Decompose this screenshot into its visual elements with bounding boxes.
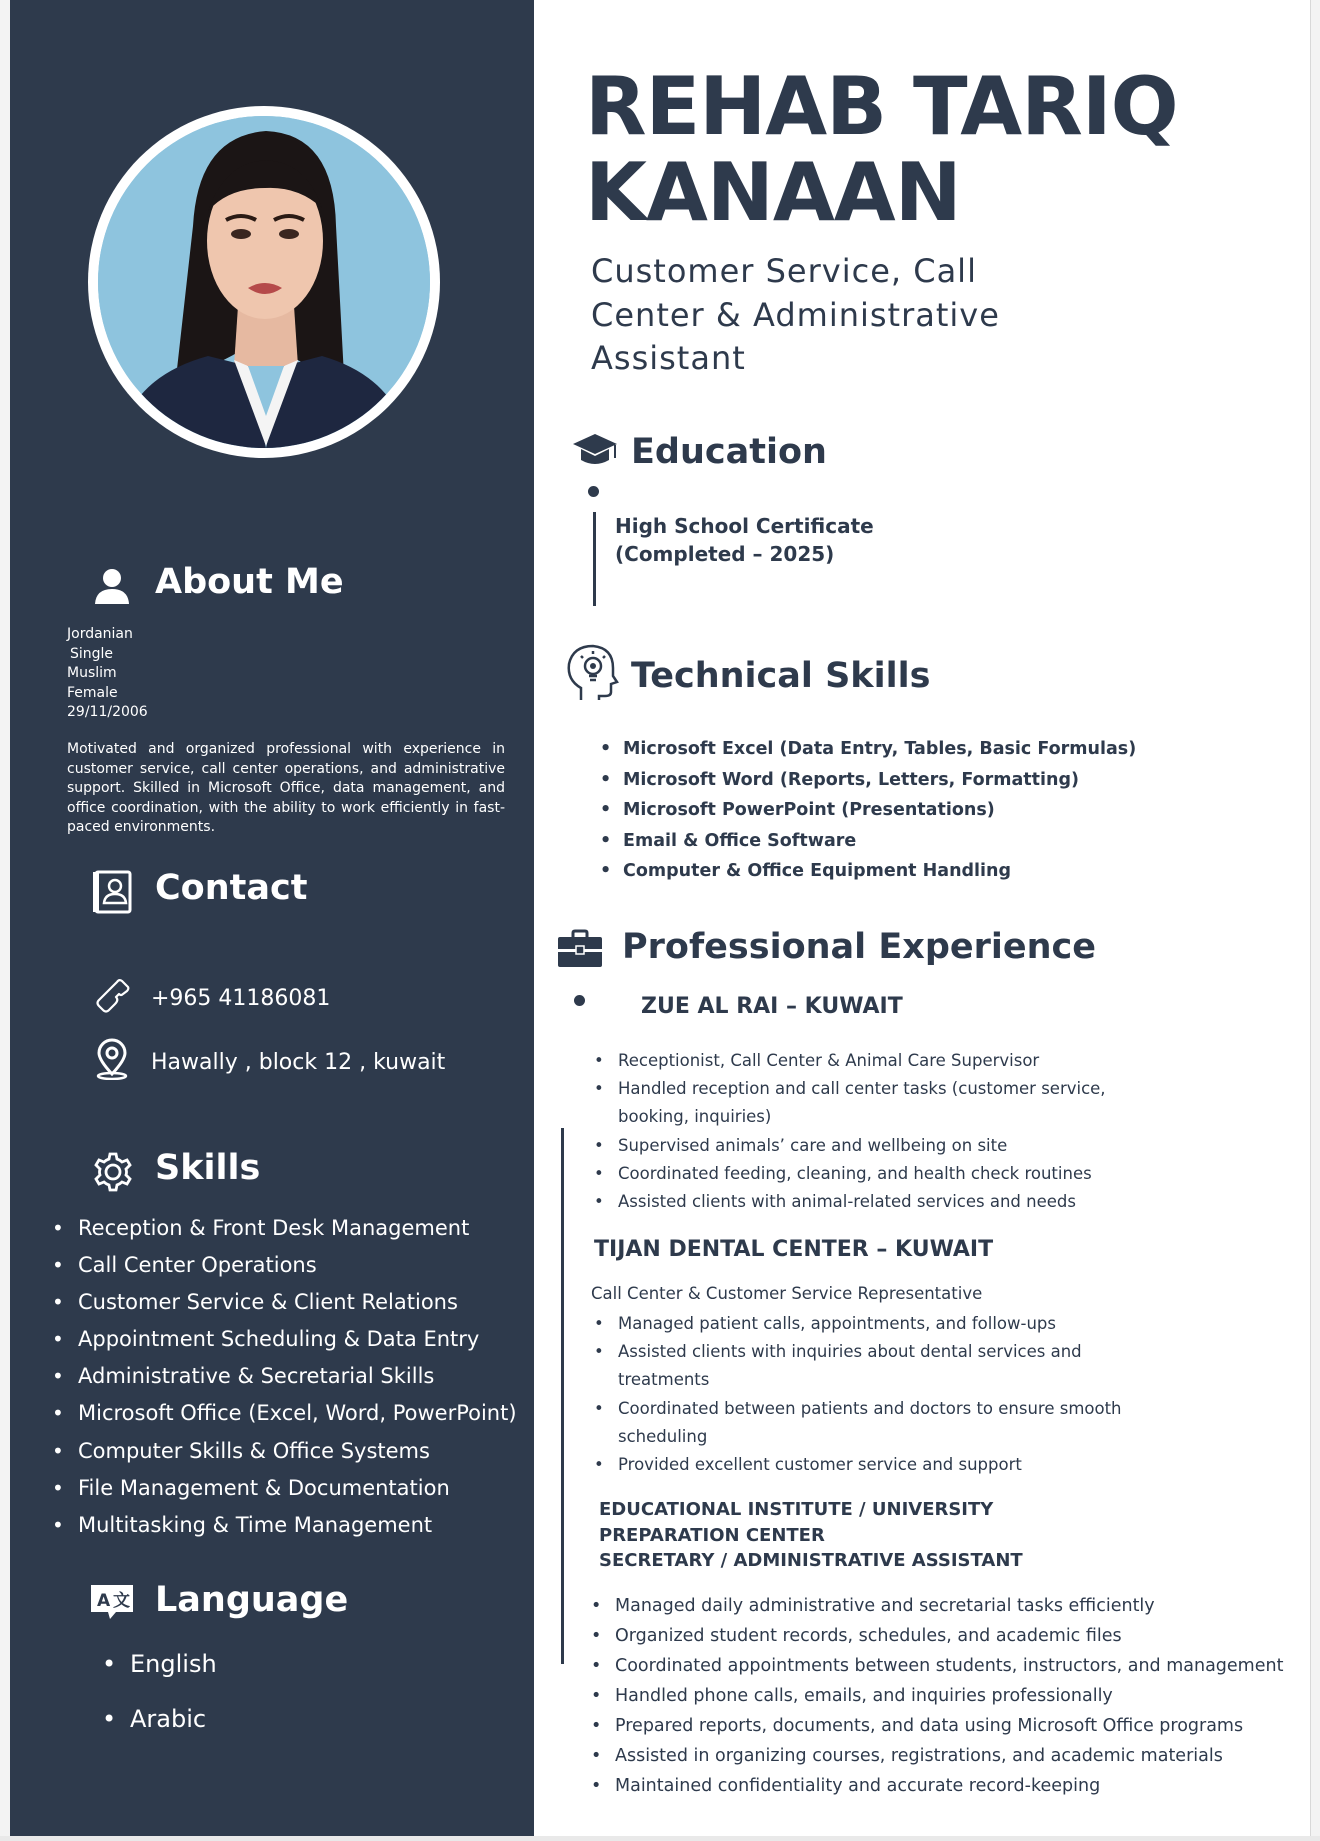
list-item: • Customer Service & Client Relations (38, 1287, 517, 1324)
list-item: • Microsoft Excel (Data Entry, Tables, Basic Formulas) (598, 734, 1136, 765)
list-item: • Maintained confidentiality and accurate record-keeping (588, 1771, 1283, 1801)
job-duties-list (591, 1047, 1106, 1216)
candidate-name (585, 60, 1178, 239)
skills-heading: Skills (155, 1148, 261, 1188)
list-item: • Arabic (90, 1703, 217, 1758)
list-item: • Microsoft Office (Excel, Word, PowerPoint) (38, 1398, 517, 1435)
profile-photo-image (98, 116, 430, 448)
title-line: Assistant (591, 339, 746, 377)
degree-date: (Completed – 2025) (615, 542, 835, 566)
list-item: • Managed daily administrative and secretarial tasks efficiently (588, 1591, 1283, 1621)
list-item: • Assisted clients with animal-related services and needs (591, 1188, 1106, 1216)
list-item: • Coordinated appointments between students, instructors, and management (588, 1651, 1283, 1681)
gear-icon (92, 1151, 134, 1193)
degree: High School Certificate (615, 514, 874, 538)
about-heading: About Me (155, 562, 344, 602)
page-edge-left (0, 0, 10, 1841)
religion: Muslim (67, 665, 117, 681)
list-item (591, 1423, 1122, 1451)
location-pin-icon (93, 1038, 131, 1080)
list-item: • Handled reception and call center tasks (customer service, (591, 1075, 1106, 1103)
graduation-cap-icon (571, 430, 619, 472)
job-duties-list (588, 1591, 1283, 1801)
list-item-continuation: booking, inquiries) (618, 1107, 772, 1127)
contact-book-icon (92, 870, 134, 914)
list-item: • Receptionist, Call Center & Animal Care Supervisor (591, 1047, 1106, 1075)
list-item: • Provided excellent customer service and support (591, 1451, 1122, 1479)
technical-skills-list (598, 734, 1136, 887)
title-line: Center & Administrative (591, 295, 1000, 334)
timeline-dot (588, 486, 599, 497)
contact-heading: Contact (155, 868, 308, 908)
list-item: • Computer Skills & Office Systems (38, 1436, 517, 1473)
nationality: Jordanian (67, 626, 133, 642)
list-item: • Assisted clients with inquiries about dental services and (591, 1338, 1122, 1366)
list-item: • Assisted in organizing courses, registrations, and academic materials (588, 1741, 1283, 1771)
company-line: EDUCATIONAL INSTITUTE / UNIVERSITY (599, 1499, 994, 1520)
list-item (591, 1103, 1106, 1131)
translate-icon (88, 1582, 136, 1622)
list-item: • Administrative & Secretarial Skills (38, 1361, 517, 1398)
list-item: • File Management & Documentation (38, 1473, 517, 1510)
about-facts (67, 625, 148, 723)
name-line: REHAB TARIQ (585, 60, 1178, 153)
user-icon (92, 566, 132, 606)
company-line: SECRETARY / ADMINISTRATIVE ASSISTANT (599, 1550, 1023, 1571)
language-list (90, 1648, 217, 1758)
list-item: • Managed patient calls, appointments, and follow-ups (591, 1310, 1122, 1338)
address: Hawally , block 12 , kuwait (151, 1050, 446, 1075)
list-item (591, 1366, 1122, 1394)
profile-photo (88, 106, 440, 458)
skills-list (38, 1213, 517, 1547)
birth-date: 29/11/2006 (67, 704, 148, 720)
about-summary: Motivated and organized professional with experience in customer service, call center operations, and administrative support. Skilled in Microsoft Office, data management, and office coordination, with the ability to work efficiently in fast-paced environments. (67, 741, 505, 835)
svg-text:文: 文 (113, 1591, 130, 1611)
list-item: • Organized student records, schedules, and academic files (588, 1621, 1283, 1651)
page-edge-bottom (0, 1836, 1320, 1841)
company-line: PREPARATION CENTER (599, 1524, 825, 1546)
list-item: • Reception & Front Desk Management (38, 1213, 517, 1250)
list-item: • Appointment Scheduling & Data Entry (38, 1324, 517, 1361)
list-item: • Multitasking & Time Management (38, 1510, 517, 1547)
education-entry (615, 512, 874, 568)
language-heading: Language (155, 1580, 349, 1620)
list-item: • Call Center Operations (38, 1250, 517, 1287)
list-item: • Prepared reports, documents, and data using Microsoft Office programs (588, 1711, 1283, 1741)
list-item: • Handled phone calls, emails, and inquiries professionally (588, 1681, 1283, 1711)
name-line: KANAAN (585, 146, 961, 239)
phone-icon (95, 978, 131, 1014)
head-gear-icon (561, 640, 619, 704)
technical-skills-heading: Technical Skills (631, 656, 931, 696)
list-item: • Coordinated between patients and doctors to ensure smooth (591, 1395, 1122, 1423)
job-role: Call Center & Customer Service Representative (591, 1284, 983, 1303)
timeline-line (561, 1128, 564, 1664)
timeline-line (593, 512, 596, 606)
job-duties-list (591, 1310, 1122, 1479)
company-name: ZUE AL RAI – KUWAIT (641, 994, 903, 1019)
list-item: • Coordinated feeding, cleaning, and health check routines (591, 1160, 1106, 1188)
list-item: • Supervised animals’ care and wellbeing on site (591, 1132, 1106, 1160)
company-name: TIJAN DENTAL CENTER – KUWAIT (594, 1237, 994, 1262)
education-heading: Education (631, 432, 827, 472)
title-line: Customer Service, Call (591, 252, 977, 290)
list-item-continuation: scheduling (618, 1426, 708, 1446)
timeline-dot (574, 995, 585, 1006)
gender: Female (67, 684, 118, 701)
list-item: • Microsoft Word (Reports, Letters, Formatting) (598, 765, 1136, 796)
list-item: • Microsoft PowerPoint (Presentations) (598, 795, 1136, 826)
phone-number[interactable]: +965 41186081 (151, 986, 331, 1011)
experience-heading: Professional Experience (622, 927, 1097, 967)
list-item: • Email & Office Software (598, 826, 1136, 857)
marital-status: Single (70, 645, 114, 662)
page-edge-right (1310, 0, 1320, 1841)
list-item: • English (90, 1648, 217, 1703)
list-item: • Computer & Office Equipment Handling (598, 856, 1136, 887)
list-item-continuation: treatments (618, 1370, 710, 1390)
briefcase-icon (556, 929, 604, 969)
job-title (591, 250, 1000, 381)
company-name (599, 1497, 1023, 1574)
svg-text:A: A (97, 1591, 111, 1611)
